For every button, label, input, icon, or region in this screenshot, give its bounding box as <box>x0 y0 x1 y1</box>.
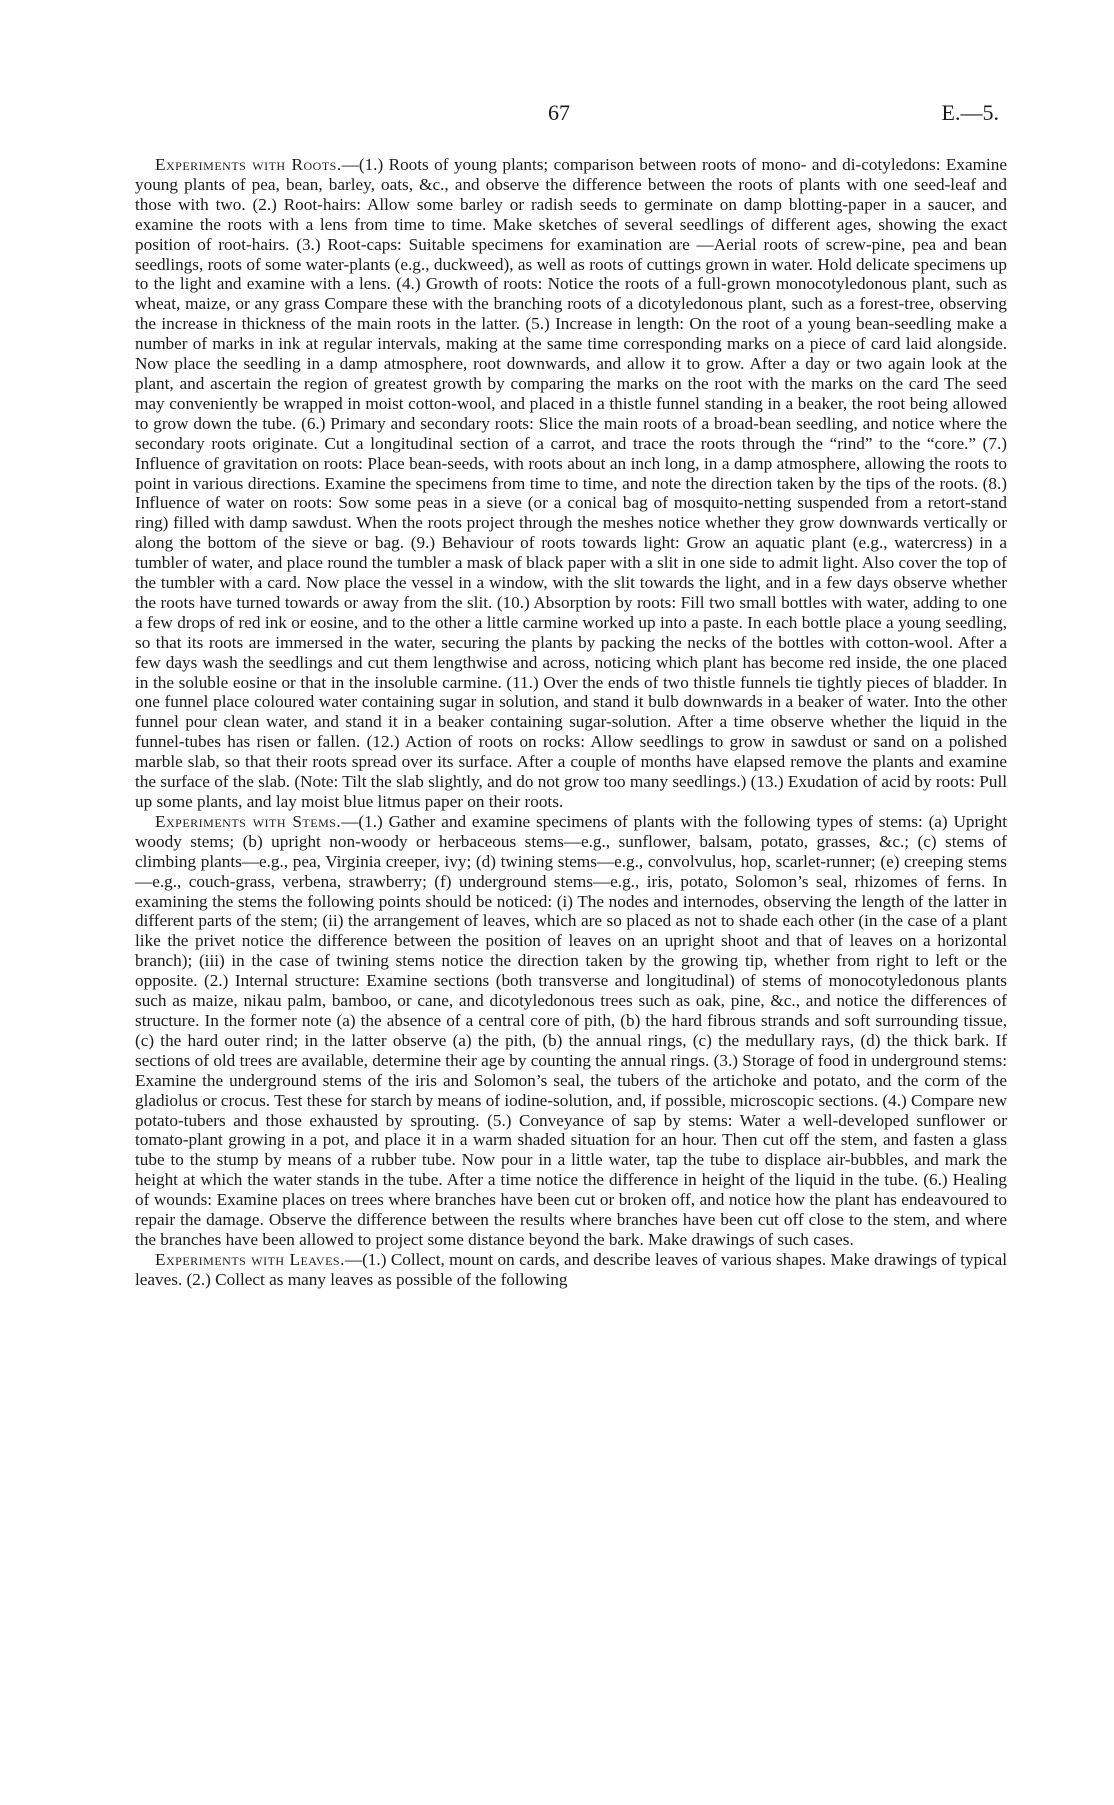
paragraph-leaves-text: —(1.) Collect, mount on cards, and describe leaves of various shapes. Make drawings of typical leaves. (2.) Collect as many leaves as possible of the following <box>135 1249 1007 1289</box>
paragraph-stems-text: —(1.) Gather and examine specimens of plants with the following types of stems: (a) Upright woody stems; (b) upright non-woody or herbaceous stems—e.g., sunflower, balsam, potato, grasses, &c.; (c) stems of climbing plants—e.g., pea, Virginia creeper, ivy; (d) twining stems—e.g., convolvulus, hop, scarlet-runner; (e) creeping stems—e.g., couch-grass, verbena, strawberry; (f) underground stems—e.g., iris, potato, Solomon’s seal, rhizomes of ferns. In examining the stems the following points should be noticed: (i) The nodes and internodes, observing the length of the latter in different parts of the stem; (ii) the arrangement of leaves, which are so placed as not to shade each other (in the case of a plant like the privet notice the difference between the position of leaves on an upright shoot and that of leaves on a horizontal branch); (iii) in the case of twining stems notice the direction taken by the growing tip, whether from right to left or the opposite. (2.) Internal structure: Examine sections (both transverse and longitudinal) of stems of monocotyledonous plants such as maize, nikau palm, bamboo, or cane, and dicotyledonous trees such as oak, pine, &c., and notice the differences of structure. In the former note (a) the absence of a central core of pith, (b) the hard fibrous strands and soft surrounding tissue, (c) the hard outer rind; in the latter observe (a) the pith, (b) the annual rings, (c) the medullary rays, (d) the thick bark. If sections of old trees are available, determine their age by counting the annual rings. (3.) Storage of food in underground stems: Examine the underground stems of the iris and Solomon’s seal, the tubers of the artichoke and potato, and the corm of the gladiolus or crocus. Test these for starch by means of iodine-solution, and, if possible, microscopic sections. (4.) Compare new potato-tubers and those exhausted by sprouting. (5.) Conveyance of sap by stems: Water a well-developed sunflower or tomato-plant growing in a pot, and place it in a warm shaded situation for an hour. Then cut off the stem, and fasten a glass tube to the stump by means of a rubber tube. Now pour in a little water, tap the tube to displace air-bubbles, and mark the height at which the water stands in the tube. After a time notice the difference in height of the liquid in the tube. (6.) Healing of wounds: Examine places on trees where branches have been cut or broken off, and notice how the plant has endeavoured to repair the damage. Observe the difference between the results where branches have been cut off close to the stem, and where the branches have been allowed to project some distance beyond the bark. Make drawings of such cases. <box>135 811 1007 1249</box>
paragraph-leaves <box>135 1250 1007 1290</box>
paragraph-stems <box>135 812 1007 1250</box>
section-heading-stems: Experiments with Stems. <box>155 811 342 831</box>
paragraph-roots-text: —(1.) Roots of young plants; comparison between roots of mono- and di-cotyledons: Examine young plants of pea, bean, barley, oats, &c., and observe the difference between the roots of plants with one seed-leaf and those with two. (2.) Root-hairs: Allow some barley or radish seeds to germinate on damp blotting-paper in a saucer, and examine the roots with a lens from time to time. Make sketches of several seedlings of different ages, showing the exact position of root-hairs. (3.) Root-caps: Suitable specimens for examination are —Aerial roots of screw-pine, pea and bean seedlings, roots of some water-plants (e.g., duckweed), as well as roots of cuttings grown in water. Hold delicate specimens up to the light and examine with a lens. (4.) Growth of roots: Notice the roots of a full-grown monocotyledonous plant, such as wheat, maize, or any grass Compare these with the branching roots of a dicotyledonous plant, such as a forest-tree, observing the increase in thickness of the main roots in the latter. (5.) Increase in length: On the root of a young bean-seedling make a number of marks in ink at regular intervals, making at the same time corresponding marks on a piece of card laid alongside. Now place the seedling in a damp atmosphere, root downwards, and allow it to grow. After a day or two again look at the plant, and ascertain the region of greatest growth by comparing the marks on the root with the marks on the card The seed may conveniently be wrapped in moist cotton-wool, and placed in a thistle funnel standing in a beaker, the root being allowed to grow down the tube. (6.) Primary and secondary roots: Slice the main roots of a broad-bean seedling, and notice where the secondary roots originate. Cut a longitudinal section of a carrot, and trace the roots through the “rind” to the “core.” (7.) Influence of gravitation on roots: Place bean-seeds, with roots about an inch long, in a damp atmosphere, allowing the roots to point in various directions. Examine the specimens from time to time, and note the direction taken by the tips of the roots. (8.) Influence of water on roots: Sow some peas in a sieve (or a conical bag of mosquito-netting suspended from a retort-stand ring) filled with damp sawdust. When the roots project through the meshes notice whether they grow downwards vertically or along the bottom of the sieve or bag. (9.) Behaviour of roots towards light: Grow an aquatic plant (e.g., watercress) in a tumbler of water, and place round the tumbler a mask of black paper with a slit in one side to admit light. Also cover the top of the tumbler with a card. Now place the vessel in a window, with the slit towards the light, and in a few days observe whether the roots have turned towards or away from the slit. (10.) Absorption by roots: Fill two small bottles with water, adding to one a few drops of red ink or eosine, and to the other a little carmine worked up into a paste. In each bottle place a young seedling, so that its roots are immersed in the water, securing the plants by packing the necks of the bottles with cotton-wool. After a few days wash the seedlings and cut them lengthwise and across, noticing which plant has become red inside, the one placed in the soluble eosine or that in the insoluble carmine. (11.) Over the ends of two thistle funnels tie tightly pieces of bladder. In one funnel place coloured water containing sugar in solution, and stand it bulb downwards in a beaker of water. Into the other funnel pour clean water, and stand it in a beaker containing sugar-solution. After a time observe whether the liquid in the funnel-tubes has risen or fallen. (12.) Action of roots on rocks: Allow seedlings to grow in sawdust or sand on a polished marble slab, so that their roots spread over its surface. After a couple of months have elapsed remove the plants and examine the surface of the slab. (Note: Tilt the slab slightly, and do not grow too many seedlings.) (13.) Exudation of acid by roots: Pull up some plants, and lay moist blue litmus paper on their roots. <box>135 155 1007 811</box>
section-heading-leaves: Experiments with Leaves. <box>155 1249 345 1269</box>
section-heading-roots: Experiments with Roots. <box>155 155 342 174</box>
document-reference: E.—5. <box>941 100 999 125</box>
paragraph-roots <box>135 155 1007 812</box>
body-text <box>135 155 1007 1290</box>
page-number: 67 <box>548 100 570 125</box>
page-header <box>0 100 1114 130</box>
